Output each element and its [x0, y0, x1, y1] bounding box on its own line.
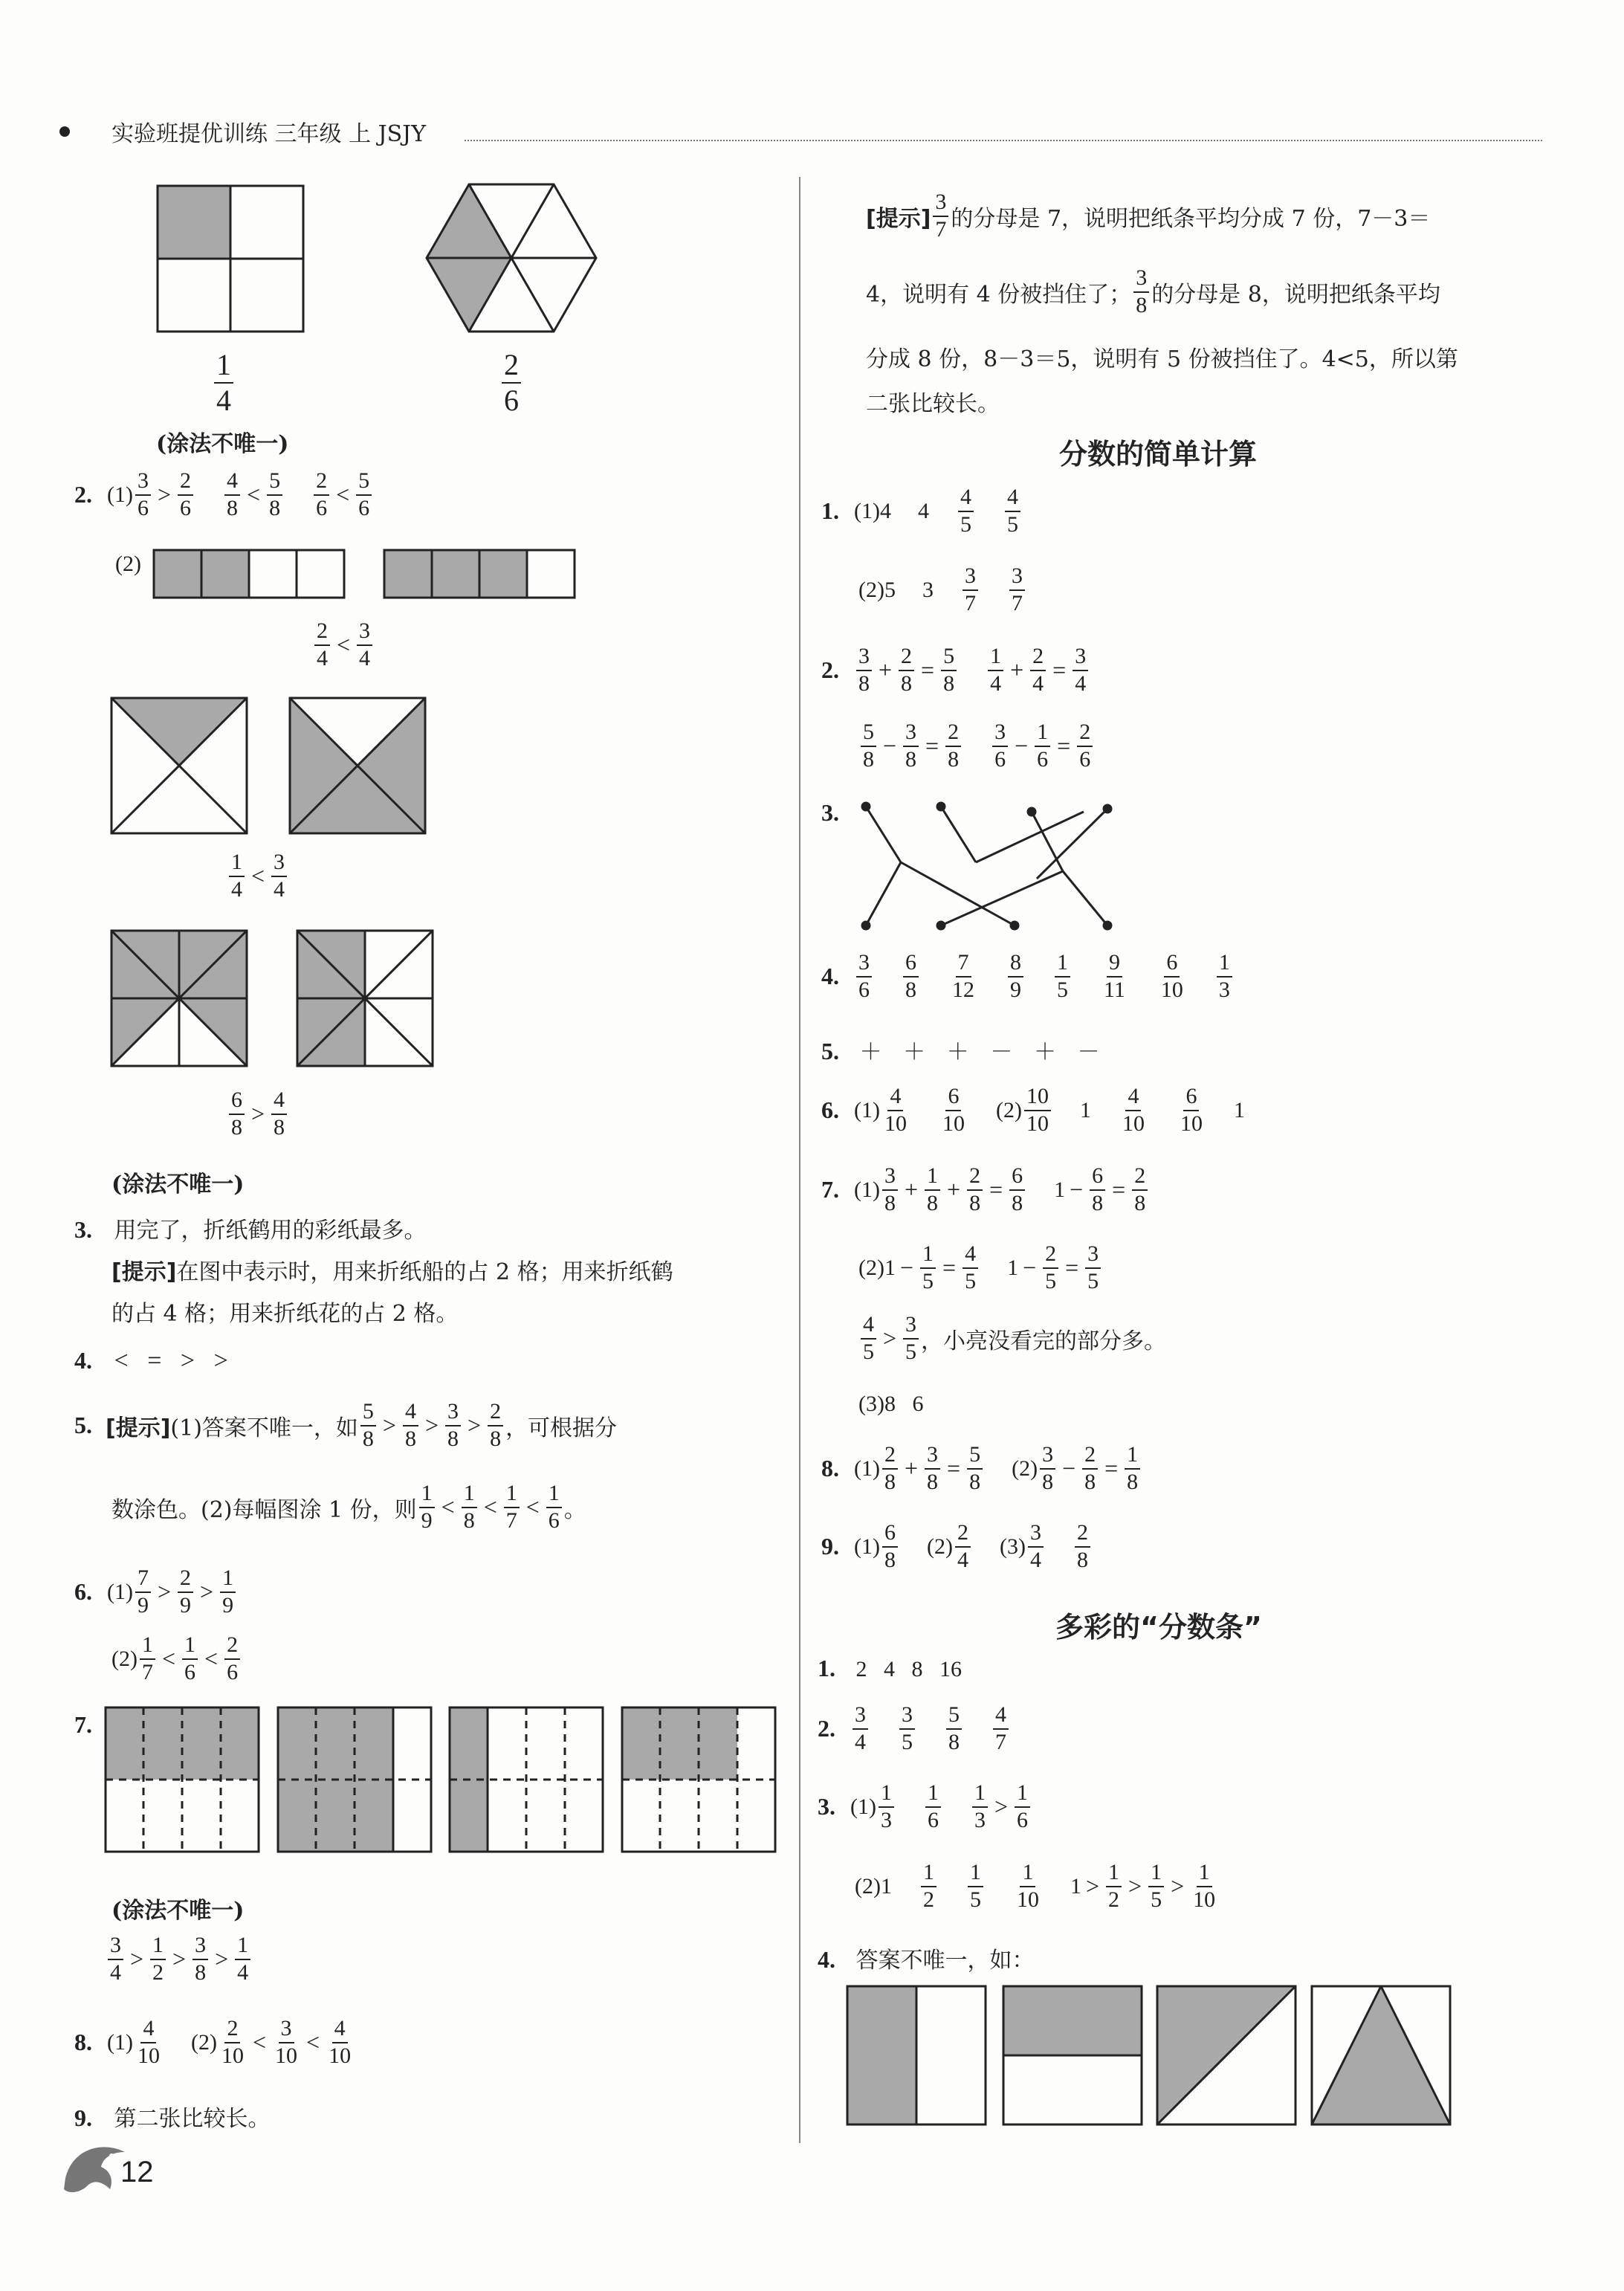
r-hint-line4: 二张比较长。 [866, 391, 1000, 417]
s1q7-part2: (2)1 − $\frac{1}{5}$ = $\frac{4}{5}$ 1 − $\frac{2}{5}$ = $\frac{3}{5}$ [858, 1241, 1103, 1294]
header-bullet [59, 126, 70, 137]
s1q7-compare: $\frac{4}{5}$ > $\frac{3}{5}$ ，小亮没看完的部分多。 [858, 1312, 1166, 1365]
q7-note: (涂法不唯一) [111, 1898, 245, 1924]
s1q5-answer: 5. ＋ ＋ ＋ － ＋ － [821, 1038, 1100, 1065]
q2-compare-1: $\frac{2}{4}$ < $\frac{3}{4}$ [312, 618, 375, 671]
q3-answer: 3. 用完了，折纸鹤用的彩纸最多。 [74, 1216, 427, 1244]
s1q2-line1: 2. $\frac{3}{8}$ + $\frac{2}{8}$ = $\frac{5}{8}$ $\frac{1}{4}$ + $\frac{2}{4}$ = $\frac{3}{4}$ [821, 644, 1090, 697]
q1-note: (涂法不唯一) [156, 431, 289, 457]
s2q4-square-half-triangle [1310, 1985, 1452, 2126]
q1-frac-b: $\frac{2}{6}$ [499, 348, 523, 418]
header-rule [465, 140, 1542, 141]
page-number: 12 [120, 2156, 154, 2188]
s2q2-answer: 2. $\frac{3}{4}$ $\frac{3}{5}$ $\frac{5}{8}$ $\frac{4}{7}$ [818, 1702, 1011, 1755]
q2-strip-a [152, 549, 346, 601]
q7-compare: $\frac{3}{4}$ > $\frac{1}{2}$ > $\frac{3}{8}$ > $\frac{1}{4}$ [106, 1933, 253, 1985]
s1q3-matching-lines [847, 795, 1130, 937]
s2q4-answer: 4. 答案不唯一，如： [818, 1946, 1035, 1974]
q7-rect-a [104, 1706, 260, 1855]
s2q1-answer: 1. 2 4 8 16 [818, 1655, 963, 1681]
q7-rect-c [448, 1706, 604, 1855]
q2-square-eighths-b [296, 929, 434, 1067]
s1q2-line2: $\frac{5}{8}$ − $\frac{3}{8}$ = $\frac{2}{8}$ $\frac{3}{6}$ − $\frac{1}{6}$ = $\frac{2}{6}$ [858, 720, 1095, 772]
s2q3-part2: (2)1 $\frac{1}{2}$ $\frac{1}{5}$ $\frac{1}{10}$ 1 > $\frac{1}{2}$ > $\frac{1}{5}$ > $\frac{1}{10}$ [855, 1860, 1216, 1912]
r-hint-line2: 4，说明有 4 份被挡住了； $\frac{3}{8}$ 的分母是 8，说明把纸条平均 [866, 265, 1440, 317]
q2-square-x-b [288, 697, 427, 835]
r-hint-line1: [提示] $\frac{3}{7}$ 的分母是 7，说明把纸条平均分成 7 份，7－3＝ [866, 190, 1431, 242]
r-hint-line3: 分成 8 份，8－3＝5，说明有 5 份被挡住了。4<5，所以第 [866, 346, 1458, 372]
s1q3-number: 3. [821, 799, 839, 826]
q6-part2: (2) $\frac{1}{7}$ < $\frac{1}{6}$ < $\frac{2}{6}$ [111, 1632, 242, 1685]
q4-answer: 4. < = > > [74, 1347, 228, 1374]
s1q7-part1: 7. (1) $\frac{3}{8}$ + $\frac{1}{8}$ + $\frac{2}{8}$ = $\frac{6}{8}$ 1 − $\frac{6}{8}$ = $\frac{2}{8}$ [821, 1163, 1150, 1216]
q3-hint-line1: [提示]在图中表示时，用来折纸船的占 2 格；用来折纸鹤 [111, 1259, 673, 1285]
q2-part1: 2. (1) $\frac{3}{6}$ > $\frac{2}{6}$ $\frac{4}{8}$ < $\frac{5}{8}$ $\frac{2}{6}$ < $\frac{5}{6}$ [74, 468, 374, 521]
q5-line2: 数涂色。(2)每幅图涂 1 份，则 $\frac{1}{9}$ < $\frac{1}{8}$ < $\frac{1}{7}$ < $\frac{1}{6}$ 。 [111, 1481, 586, 1533]
s2q3-part1: 3. (1) $\frac{1}{3}$ $\frac{1}{6}$ $\frac{1}{3}$ > $\frac{1}{6}$ [818, 1780, 1032, 1833]
header-title: 实验班提优训练 三年级 上 JSJY [111, 121, 427, 147]
q2-strip-b [383, 549, 576, 601]
q2-note: (涂法不唯一) [111, 1172, 245, 1198]
s1q7-part3: (3)8 6 [858, 1392, 924, 1416]
q7-rect-d [621, 1706, 777, 1855]
q9-answer: 9. 第二张比较长。 [74, 2104, 271, 2132]
s2q4-square-half-vertical [846, 1985, 987, 2126]
hint-tag: [提示] [111, 1259, 177, 1285]
s2q4-square-half-diagonal [1156, 1985, 1297, 2126]
q6-part1: 6. (1) $\frac{7}{9}$ > $\frac{2}{9}$ > $\frac{1}{9}$ [74, 1565, 238, 1618]
s1q1-part2: (2)5 3 $\frac{3}{7}$ $\frac{3}{7}$ [858, 563, 1027, 616]
q1-hexagon-figure [425, 182, 598, 335]
q2-square-eighths-a [110, 929, 248, 1067]
q7-number: 7. [74, 1711, 92, 1738]
s1q1-part1: 1. (1)4 4 $\frac{4}{5}$ $\frac{4}{5}$ [821, 485, 1023, 537]
s1q8-answer: 8. (1) $\frac{2}{8}$ + $\frac{3}{8}$ = $\frac{5}{8}$ (2) $\frac{3}{8}$ − $\frac{2}{8}$ = $\frac{1}{8}$ [821, 1442, 1142, 1495]
s1q9-answer: 9. (1) $\frac{6}{8}$ (2) $\frac{2}{4}$ (3) $\frac{3}{4}$ $\frac{2}{8}$ [821, 1520, 1093, 1573]
q2-compare-3: $\frac{6}{8}$ > $\frac{4}{8}$ [227, 1088, 289, 1140]
s1q4-answer: 4. $\frac{3}{6}$ $\frac{6}{8}$ $\frac{7}{12}$ $\frac{8}{9}$ $\frac{1}{5}$ $\frac{9}{11}$ $\frac{6}{10}$ $\frac{1}{3}$ [821, 950, 1235, 1003]
section-title-fraction-strips: 多彩的“分数条” [1055, 1611, 1262, 1644]
q5-line1: 5. [提示] (1)答案不唯一，如 $\frac{5}{8}$ > $\frac{4}{8}$ > $\frac{3}{8}$ > $\frac{2}{8}$ ，可根据分 [74, 1399, 618, 1451]
s2q4-square-half-horizontal [1002, 1985, 1143, 2126]
q7-rect-b [276, 1706, 433, 1855]
column-divider [799, 177, 800, 2143]
s1q6-answer: 6. (1) $\frac{4}{10}$ $\frac{6}{10}$ (2) $\frac{10}{10}$ 1 $\frac{4}{10}$ $\frac{6}{10}$ 1 [821, 1084, 1245, 1136]
q3-hint-line2: 的占 4 格；用来折纸花的占 2 格。 [111, 1301, 459, 1327]
q1-frac-a: $\frac{1}{4}$ [212, 348, 236, 418]
section-title-simple-calc: 分数的简单计算 [1059, 438, 1258, 471]
q2-compare-2: $\frac{1}{4}$ < $\frac{3}{4}$ [227, 850, 289, 902]
q8-answer: 8. (1) $\frac{4}{10}$ (2) $\frac{2}{10}$ < $\frac{3}{10}$ < $\frac{4}{10}$ [74, 2016, 352, 2068]
q2-part2-label: (2) [115, 552, 141, 576]
q2-square-x-a [110, 697, 248, 835]
q1-square-figure [156, 184, 305, 333]
